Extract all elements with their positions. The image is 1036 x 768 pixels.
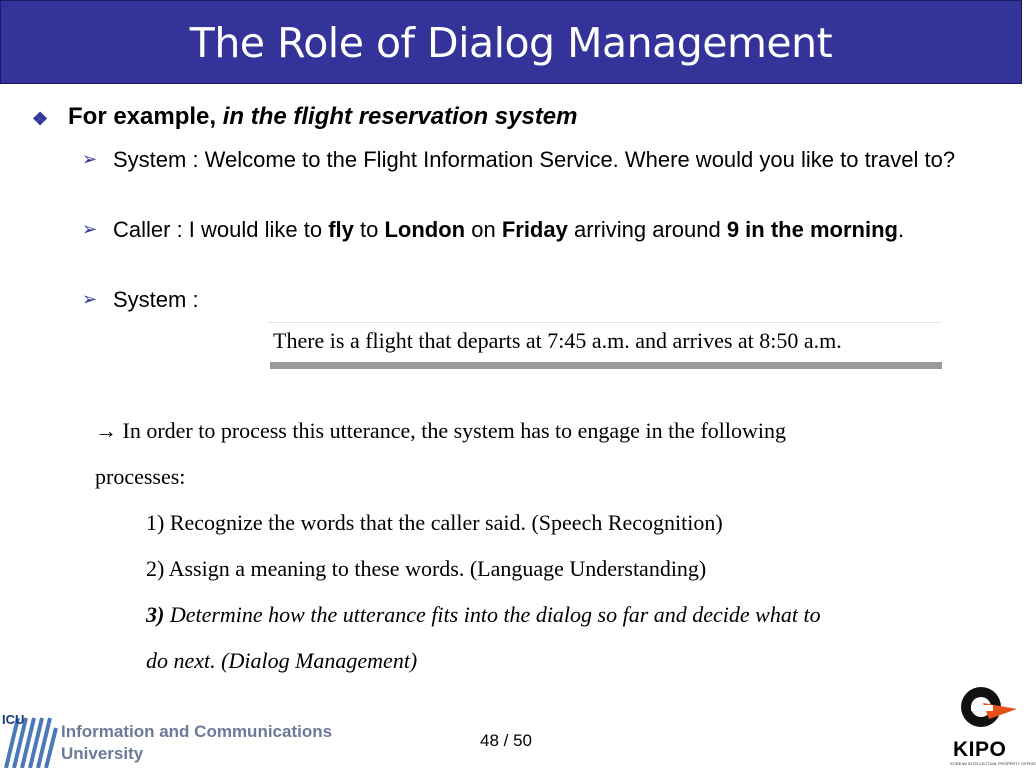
process-step-1: 1) Recognize the words that the caller said. (Speech Recognition) bbox=[146, 510, 723, 535]
bullet-text: System : Welcome to the Flight Information Service. Where would you like to travel to? bbox=[113, 147, 956, 172]
arrow-icon: → bbox=[95, 418, 117, 443]
arrow-bullet-icon: ➢ bbox=[82, 149, 98, 169]
university-name: Information and Communications University bbox=[61, 722, 333, 763]
process-step-2: 2) Assign a meaning to these words. (Language Understanding) bbox=[146, 556, 707, 581]
process-step-3-line1: 3) Determine how the utterance fits into the dialog so far and decide what to bbox=[146, 602, 821, 627]
heading-bold: For example, bbox=[68, 103, 223, 130]
bullet-text: System : bbox=[113, 287, 199, 312]
arrow-bullet-icon: ➢ bbox=[82, 219, 98, 239]
system-response-box bbox=[268, 322, 942, 369]
kipo-label: KIPO bbox=[953, 738, 1007, 761]
divider bbox=[270, 362, 942, 369]
diamond-bullet-icon: ❖ bbox=[32, 109, 49, 129]
title-bar bbox=[0, 0, 1022, 84]
page-number: 48 / 50 bbox=[480, 731, 532, 750]
system-response-text: There is a flight that departs at 7:45 a.m. and arrives at 8:50 a.m. bbox=[273, 328, 842, 353]
slide-title: The Role of Dialog Management bbox=[189, 19, 833, 67]
bullet-text: Caller : I would like to fly to London on Friday arriving around 9 in the morning. bbox=[113, 217, 905, 242]
process-step-3-line2: do next. (Dialog Management) bbox=[146, 648, 418, 673]
svg-text:ICU: ICU bbox=[2, 712, 25, 727]
arrow-bullet-icon: ➢ bbox=[82, 289, 98, 309]
process-intro-line1: → In order to process this utterance, the system has to engage in the following bbox=[95, 418, 786, 443]
kipo-subtitle: KOREAN INTELLECTUAL PROPERTY OFFICE bbox=[950, 761, 1036, 766]
heading-italic: in the flight reservation system bbox=[222, 103, 578, 130]
icu-logo bbox=[0, 710, 58, 768]
process-intro-line2: processes: bbox=[95, 464, 186, 489]
